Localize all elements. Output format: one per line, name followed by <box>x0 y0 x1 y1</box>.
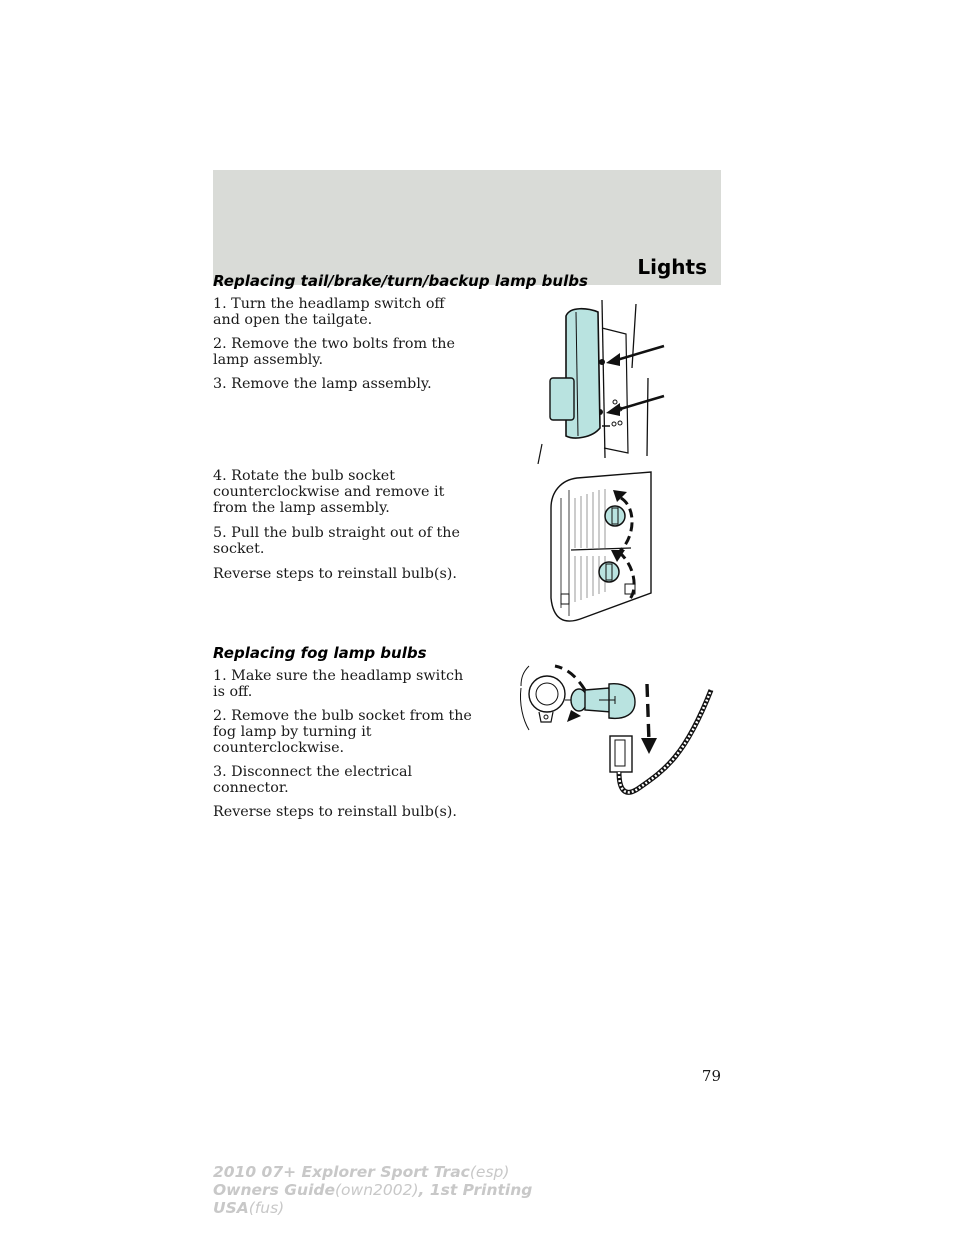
fog-lamp-heading: Replacing fog lamp bulbs <box>213 644 427 662</box>
fog-lamp-bulb-illustration <box>515 660 720 800</box>
section-tab <box>213 170 721 285</box>
tail-step-5: 5. Pull the bulb straight out of the socket. <box>213 525 460 557</box>
footer-market-code: (fus) <box>248 1199 285 1217</box>
section-title: Lights <box>637 255 707 279</box>
page-number: 79 <box>701 1067 721 1085</box>
footer-model-year: 2010 07+ Explorer Sport Trac <box>213 1163 470 1181</box>
footer-guide-code: (own2002) <box>335 1181 419 1199</box>
tail-lamp-socket-illustration <box>547 468 657 636</box>
fog-step-1: 1. Make sure the headlamp switch is off. <box>213 668 464 700</box>
tail-step-3: 3. Remove the lamp assembly. <box>213 376 432 392</box>
tail-lamp-bolts-illustration <box>530 298 670 464</box>
footer-guide: Owners Guide <box>213 1181 335 1199</box>
fog-reverse-steps: Reverse steps to reinstall bulb(s). <box>213 804 457 820</box>
fog-step-2: 2. Remove the bulb socket from the fog lamp by turning it counterclockwise. <box>213 708 472 756</box>
tail-step-1: 1. Turn the headlamp switch off and open the tailgate. <box>213 296 445 328</box>
tail-reverse-steps: Reverse steps to reinstall bulb(s). <box>213 566 457 582</box>
fog-step-3: 3. Disconnect the electrical connector. <box>213 764 413 796</box>
tail-lamp-heading: Replacing tail/brake/turn/backup lamp bulbs <box>213 272 588 290</box>
tail-step-2: 2. Remove the two bolts from the lamp assembly. <box>213 336 455 368</box>
footer-printing: , 1st Printing <box>418 1181 533 1199</box>
tail-step-4: 4. Rotate the bulb socket counterclockwise and remove it from the lamp assembly. <box>213 468 445 516</box>
footer-model-code: (esp) <box>469 1163 510 1181</box>
footer-print-info <box>213 1163 532 1217</box>
footer-market: USA <box>213 1199 249 1217</box>
